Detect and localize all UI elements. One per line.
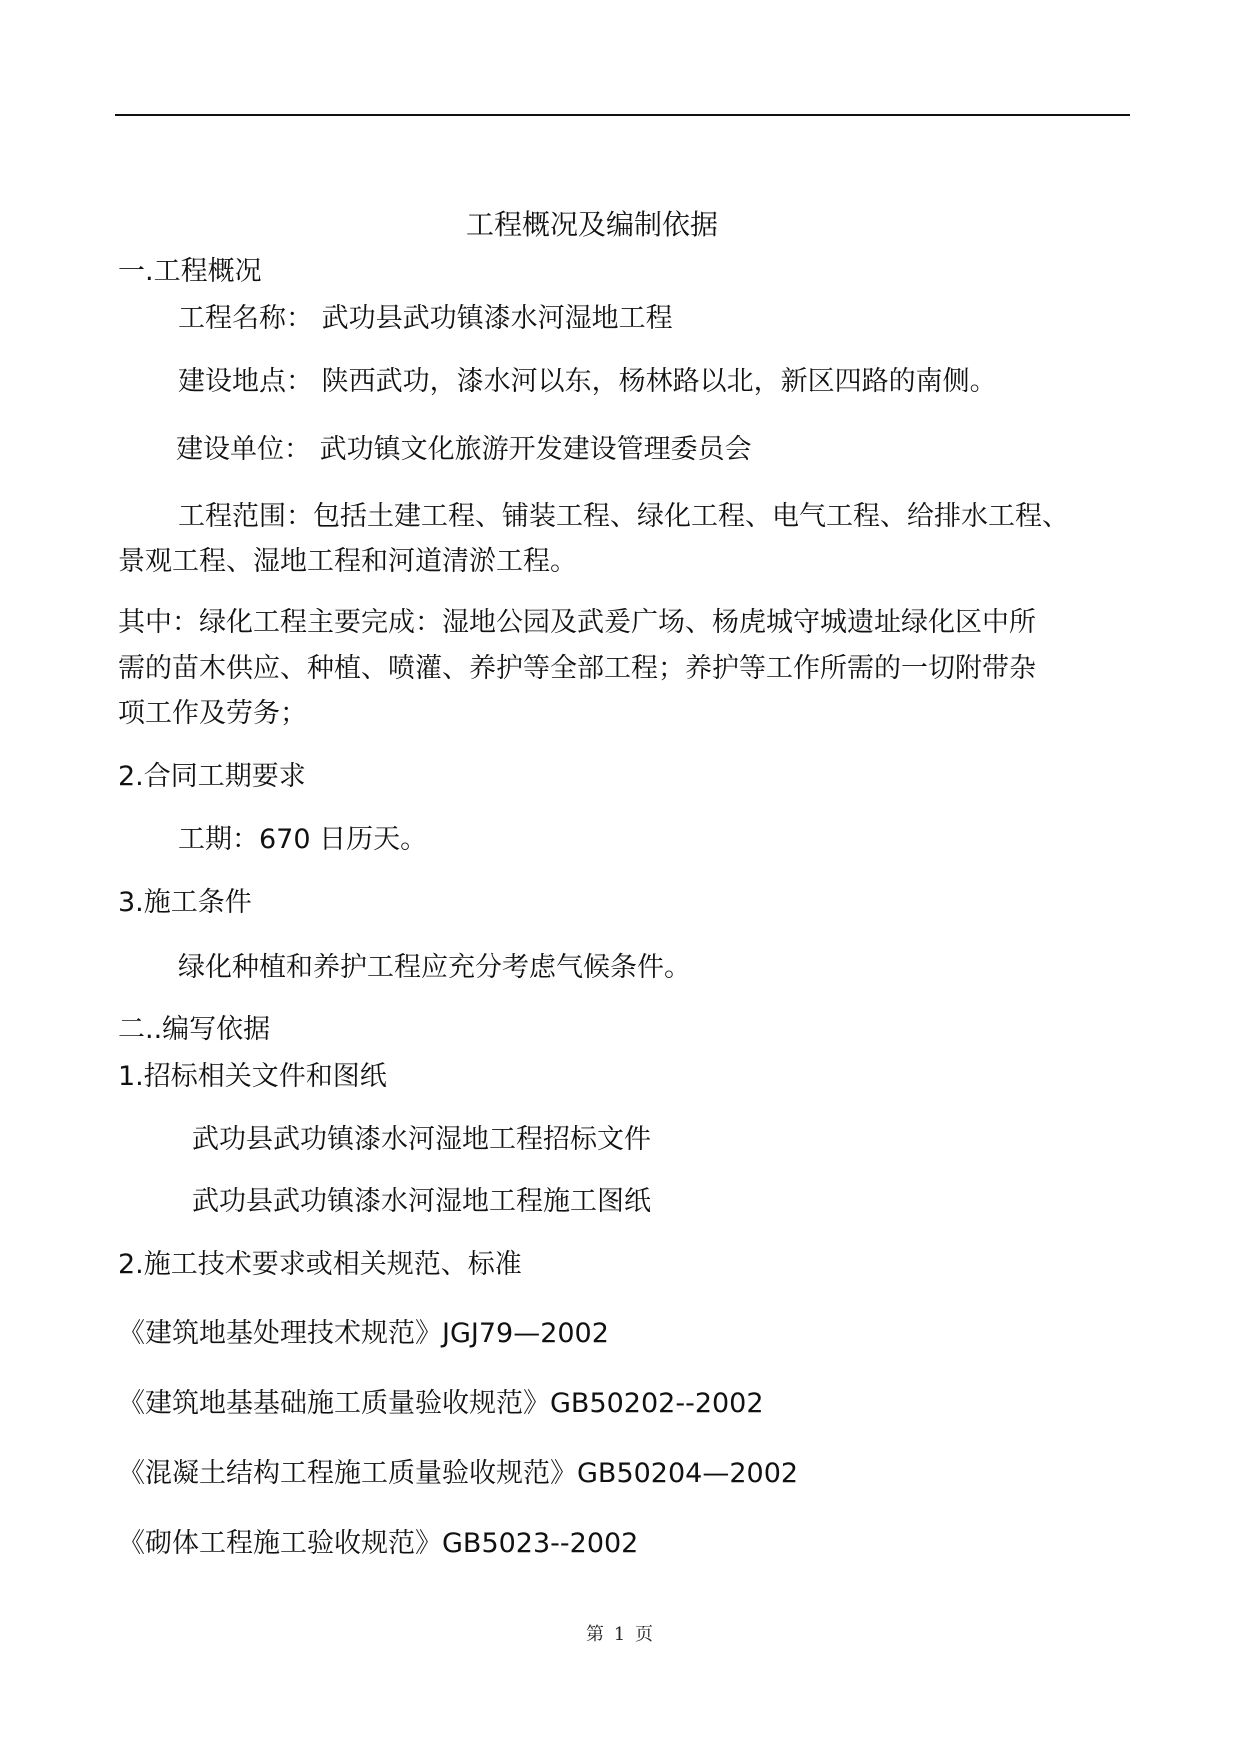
scope-note-line-3: 项工作及劳务； bbox=[118, 698, 307, 729]
page-number: 第 1 页 bbox=[586, 1624, 655, 1645]
bid-document: 武功县武功镇漆水河湿地工程招标文件 bbox=[192, 1124, 651, 1155]
project-scope-line-1: 工程范围：包括土建工程、铺装工程、绿化工程、电气工程、给排水工程、 bbox=[178, 501, 1069, 532]
scope-note-line-2: 需的苗木供应、种植、喷灌、养护等全部工程；养护等工作所需的一切附带杂 bbox=[118, 653, 1036, 684]
basis-heading: 二..编写依据 bbox=[118, 1014, 271, 1045]
conditions-text: 绿化种植和养护工程应充分考虑气候条件。 bbox=[178, 952, 691, 983]
project-owner: 建设单位： 武功镇文化旅游开发建设管理委员会 bbox=[176, 434, 752, 465]
contract-period-heading: 2.合同工期要求 bbox=[118, 761, 306, 792]
conditions-heading: 3.施工条件 bbox=[118, 887, 252, 918]
overview-heading: 一.工程概况 bbox=[118, 256, 262, 287]
header-rule bbox=[115, 114, 1130, 116]
project-name: 工程名称： 武功县武功镇漆水河湿地工程 bbox=[178, 303, 673, 334]
standard-item-1: 《建筑地基处理技术规范》JGJ79—2002 bbox=[118, 1318, 609, 1349]
project-scope-line-2: 景观工程、湿地工程和河道清淤工程。 bbox=[118, 546, 577, 577]
project-location: 建设地点： 陕西武功，漆水河以东，杨林路以北，新区四路的南侧。 bbox=[178, 366, 997, 397]
scope-note-line-1: 其中：绿化工程主要完成：湿地公园及武爰广场、杨虎城守城遗址绿化区中所 bbox=[118, 607, 1036, 638]
construction-drawings: 武功县武功镇漆水河湿地工程施工图纸 bbox=[192, 1186, 651, 1217]
contract-duration: 工期：670 日历天。 bbox=[178, 824, 428, 855]
bid-docs-heading: 1.招标相关文件和图纸 bbox=[118, 1061, 387, 1092]
standard-item-4: 《砌体工程施工验收规范》GB5023--2002 bbox=[118, 1528, 639, 1559]
page-title: 工程概况及编制依据 bbox=[466, 208, 719, 241]
standard-item-2: 《建筑地基基础施工质量验收规范》GB50202--2002 bbox=[118, 1388, 764, 1419]
standard-item-3: 《混凝土结构工程施工质量验收规范》GB50204—2002 bbox=[118, 1458, 799, 1489]
tech-standards-heading: 2.施工技术要求或相关规范、标准 bbox=[118, 1249, 522, 1280]
